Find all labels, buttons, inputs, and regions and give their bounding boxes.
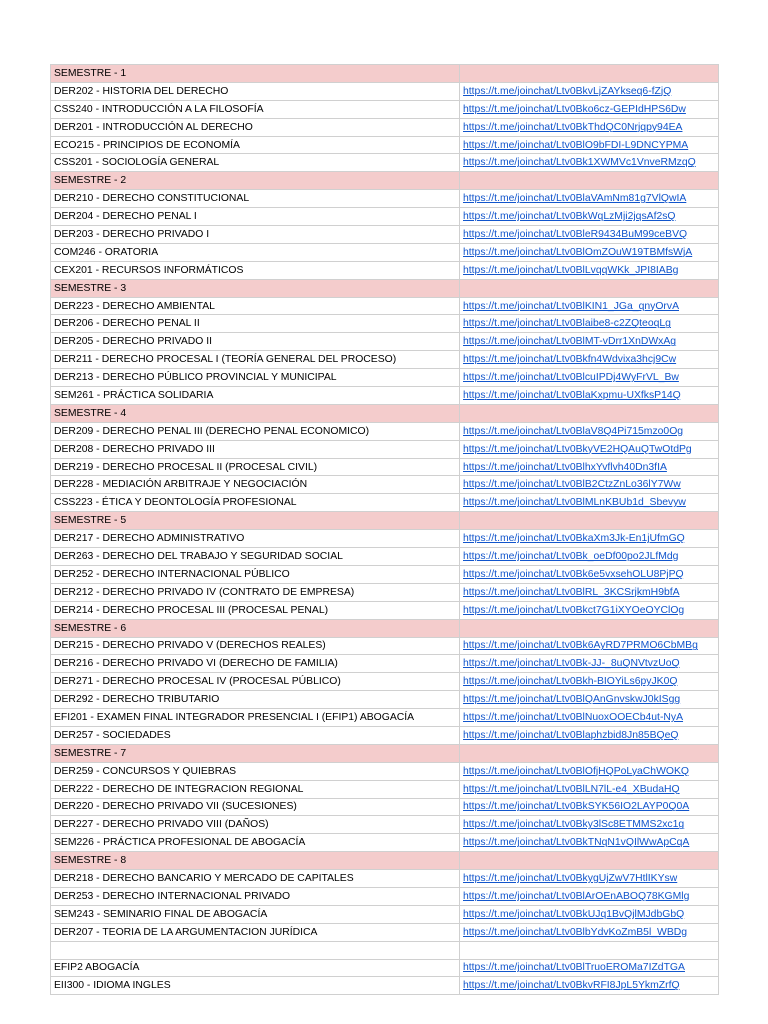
- semester-label: SEMESTRE - 5: [51, 512, 460, 530]
- telegram-group-link[interactable]: https://t.me/joinchat/Ltv0BlMLnKBUb1d_Sbevyw: [460, 494, 719, 512]
- telegram-group-link[interactable]: https://t.me/joinchat/Ltv0BlTruoEROMa7IZdTGA: [460, 959, 719, 977]
- telegram-group-link[interactable]: https://t.me/joinchat/Ltv0Bk_oeDf00po2JLfMdg: [460, 548, 719, 566]
- course-name: DER205 - DERECHO PRIVADO II: [51, 333, 460, 351]
- course-name: DER228 - MEDIACIÓN ARBITRAJE Y NEGOCIACIÓN: [51, 476, 460, 494]
- telegram-group-link[interactable]: https://t.me/joinchat/Ltv0Blaphzbid8Jn85BQeQ: [460, 726, 719, 744]
- course-name: DER208 - DERECHO PRIVADO III: [51, 440, 460, 458]
- telegram-group-link[interactable]: https://t.me/joinchat/Ltv0BlQAnGnvskwJ0kISgg: [460, 691, 719, 709]
- course-row: [51, 297, 719, 315]
- semester-label: SEMESTRE - 7: [51, 744, 460, 762]
- course-row: [51, 637, 719, 655]
- course-row: [51, 243, 719, 261]
- course-row: [51, 673, 719, 691]
- telegram-group-link[interactable]: https://t.me/joinchat/Ltv0BkyVE2HQAuQTwOtdPg: [460, 440, 719, 458]
- semester-label: SEMESTRE - 8: [51, 852, 460, 870]
- course-row: [51, 548, 719, 566]
- telegram-group-link[interactable]: https://t.me/joinchat/Ltv0BlbYdvKoZmB5l_WBDg: [460, 923, 719, 941]
- course-row: [51, 816, 719, 834]
- telegram-group-link[interactable]: https://t.me/joinchat/Ltv0BlaV8Q4Pi715mzo0Og: [460, 422, 719, 440]
- course-name: DER206 - DERECHO PENAL II: [51, 315, 460, 333]
- course-name: EII300 - IDIOMA INGLES: [51, 977, 460, 995]
- telegram-group-link[interactable]: https://t.me/joinchat/Ltv0BlRL_3KCSrjkmH9bfA: [460, 583, 719, 601]
- empty-cell: [460, 404, 719, 422]
- telegram-group-link[interactable]: https://t.me/joinchat/Ltv0BleR9434BuM99ceBVQ: [460, 226, 719, 244]
- telegram-group-link[interactable]: https://t.me/joinchat/Ltv0Bkfn4Wdvixa3hcj9Cw: [460, 351, 719, 369]
- course-name: DER252 - DERECHO INTERNACIONAL PÚBLICO: [51, 565, 460, 583]
- semester-header-row: [51, 172, 719, 190]
- telegram-group-link[interactable]: https://t.me/joinchat/Ltv0BkvRFI8JpL5YkmZrfQ: [460, 977, 719, 995]
- semester-label: SEMESTRE - 2: [51, 172, 460, 190]
- course-row: [51, 870, 719, 888]
- course-table: [50, 64, 719, 995]
- course-name: CSS223 - ÉTICA Y DEONTOLOGÍA PROFESIONAL: [51, 494, 460, 512]
- course-row: [51, 601, 719, 619]
- course-row: [51, 565, 719, 583]
- course-name: DER213 - DERECHO PÚBLICO PROVINCIAL Y MUNICIPAL: [51, 369, 460, 387]
- course-name: DER214 - DERECHO PROCESAL III (PROCESAL PENAL): [51, 601, 460, 619]
- telegram-group-link[interactable]: https://t.me/joinchat/Ltv0BkUJq1BvQjlMJdbGbQ: [460, 905, 719, 923]
- course-name: [51, 941, 460, 959]
- course-row: [51, 709, 719, 727]
- semester-label: SEMESTRE - 3: [51, 279, 460, 297]
- telegram-group-link[interactable]: https://t.me/joinchat/Ltv0BlhxYvflvh40Dn3fIA: [460, 458, 719, 476]
- telegram-group-link[interactable]: https://t.me/joinchat/Ltv0Bk1XWMVc1VnveRMzqQ: [460, 154, 719, 172]
- empty-cell: [460, 619, 719, 637]
- course-row: [51, 494, 719, 512]
- semester-label: SEMESTRE - 4: [51, 404, 460, 422]
- semester-header-row: [51, 279, 719, 297]
- course-row: [51, 440, 719, 458]
- course-name: DER212 - DERECHO PRIVADO IV (CONTRATO DE EMPRESA): [51, 583, 460, 601]
- course-row: [51, 136, 719, 154]
- course-row: [51, 798, 719, 816]
- telegram-group-link[interactable]: https://t.me/joinchat/Ltv0BkaXm3Jk-En1jUfmGQ: [460, 530, 719, 548]
- empty-cell: [460, 65, 719, 83]
- telegram-group-link[interactable]: https://t.me/joinchat/Ltv0BlLN7lL-e4_XBudaHQ: [460, 780, 719, 798]
- course-name: DER204 - DERECHO PENAL I: [51, 208, 460, 226]
- course-name: DER253 - DERECHO INTERNACIONAL PRIVADO: [51, 887, 460, 905]
- course-row: [51, 387, 719, 405]
- course-name: DER210 - DERECHO CONSTITUCIONAL: [51, 190, 460, 208]
- course-name: DER216 - DERECHO PRIVADO VI (DERECHO DE FAMILIA): [51, 655, 460, 673]
- course-name: DER259 - CONCURSOS Y QUIEBRAS: [51, 762, 460, 780]
- course-name: DER263 - DERECHO DEL TRABAJO Y SEGURIDAD SOCIAL: [51, 548, 460, 566]
- telegram-group-link[interactable]: https://t.me/joinchat/Ltv0Bky3lSc8ETMMS2xc1g: [460, 816, 719, 834]
- course-name: DER223 - DERECHO AMBIENTAL: [51, 297, 460, 315]
- course-name: CSS201 - SOCIOLOGÍA GENERAL: [51, 154, 460, 172]
- course-row: [51, 530, 719, 548]
- course-row: [51, 190, 719, 208]
- telegram-group-link[interactable]: https://t.me/joinchat/Ltv0Bko6cz-GEPIdHPS6Dw: [460, 100, 719, 118]
- course-name: EFIP2 ABOGACÍA: [51, 959, 460, 977]
- semester-header-row: [51, 512, 719, 530]
- empty-cell: [460, 852, 719, 870]
- course-name: DER201 - INTRODUCCIÓN AL DERECHO: [51, 118, 460, 136]
- telegram-group-link[interactable]: https://t.me/joinchat/Ltv0Bk6AyRD7PRMO6CbMBg: [460, 637, 719, 655]
- course-row: [51, 261, 719, 279]
- course-name: DER220 - DERECHO PRIVADO VII (SUCESIONES): [51, 798, 460, 816]
- telegram-group-link[interactable]: https://t.me/joinchat/Ltv0BkSYK56IO2LAYP0Q0A: [460, 798, 719, 816]
- telegram-group-link[interactable]: https://t.me/joinchat/Ltv0BlaKxpmu-UXfksP14Q: [460, 387, 719, 405]
- empty-cell: [460, 279, 719, 297]
- semester-header-row: [51, 744, 719, 762]
- telegram-group-link[interactable]: https://t.me/joinchat/Ltv0BlB2CtzZnLo36lY7Ww: [460, 476, 719, 494]
- telegram-group-link[interactable]: https://t.me/joinchat/Ltv0BlMT-vDrr1XnDWxAg: [460, 333, 719, 351]
- course-name: DER207 - TEORIA DE LA ARGUMENTACION JURÍDICA: [51, 923, 460, 941]
- course-name: COM246 - ORATORIA: [51, 243, 460, 261]
- course-name: DER217 - DERECHO ADMINISTRATIVO: [51, 530, 460, 548]
- telegram-group-link[interactable]: https://t.me/joinchat/Ltv0BlaVAmNm81g7VlQwIA: [460, 190, 719, 208]
- course-name: DER227 - DERECHO PRIVADO VIII (DAÑOS): [51, 816, 460, 834]
- telegram-group-link[interactable]: https://t.me/joinchat/Ltv0BlO9bFDI-L9DNCYPMA: [460, 136, 719, 154]
- course-row: [51, 923, 719, 941]
- semester-label: SEMESTRE - 1: [51, 65, 460, 83]
- telegram-group-link[interactable]: https://t.me/joinchat/Ltv0BlKIN1_JGa_qnyOrvA: [460, 297, 719, 315]
- course-row: [51, 154, 719, 172]
- empty-cell: [460, 172, 719, 190]
- telegram-group-link[interactable]: https://t.me/joinchat/Ltv0BkygUjZwV7HtlIKYsw: [460, 870, 719, 888]
- course-name: DER202 - HISTORIA DEL DERECHO: [51, 82, 460, 100]
- course-name: DER292 - DERECHO TRIBUTARIO: [51, 691, 460, 709]
- telegram-group-link[interactable]: https://t.me/joinchat/Ltv0BlArOEnABOQ78KGMlg: [460, 887, 719, 905]
- telegram-group-link[interactable]: https://t.me/joinchat/Ltv0BkvLjZAYkseq6-fZjQ: [460, 82, 719, 100]
- course-row: [51, 583, 719, 601]
- telegram-group-link[interactable]: https://t.me/joinchat/Ltv0BlOfjHQPoLyaChWOKQ: [460, 762, 719, 780]
- course-row: [51, 959, 719, 977]
- course-table-body: [51, 65, 719, 995]
- course-row: [51, 100, 719, 118]
- telegram-group-link[interactable]: https://t.me/joinchat/Ltv0BkWqLzMji2jqsAf2sQ: [460, 208, 719, 226]
- course-name: SEM261 - PRÁCTICA SOLIDARIA: [51, 387, 460, 405]
- course-row: [51, 726, 719, 744]
- telegram-group-link[interactable]: https://t.me/joinchat/Ltv0BlOmZOuW19TBMfsWjA: [460, 243, 719, 261]
- course-name: DER218 - DERECHO BANCARIO Y MERCADO DE CAPITALES: [51, 870, 460, 888]
- telegram-group-link[interactable]: https://t.me/joinchat/Ltv0BkTNqN1vQIlWwApCqA: [460, 834, 719, 852]
- course-row: [51, 977, 719, 995]
- course-row: [51, 226, 719, 244]
- course-row: [51, 333, 719, 351]
- course-name: DER219 - DERECHO PROCESAL II (PROCESAL CIVIL): [51, 458, 460, 476]
- course-row: [51, 82, 719, 100]
- course-name: SEM226 - PRÁCTICA PROFESIONAL DE ABOGACÍA: [51, 834, 460, 852]
- course-row: [51, 762, 719, 780]
- course-row: [51, 351, 719, 369]
- course-row: [51, 691, 719, 709]
- telegram-group-link[interactable]: https://t.me/joinchat/Ltv0Bk-JJ-_8uQNVtvzUoQ: [460, 655, 719, 673]
- course-name: DER222 - DERECHO DE INTEGRACION REGIONAL: [51, 780, 460, 798]
- course-row: [51, 369, 719, 387]
- empty-cell: [460, 744, 719, 762]
- telegram-group-link[interactable]: https://t.me/joinchat/Ltv0Bk6e5vxsehOLU8PjPQ: [460, 565, 719, 583]
- semester-header-row: [51, 619, 719, 637]
- course-name: EFI201 - EXAMEN FINAL INTEGRADOR PRESENCIAL I (EFIP1) ABOGACÍA: [51, 709, 460, 727]
- course-row: [51, 780, 719, 798]
- course-name: CEX201 - RECURSOS INFORMÁTICOS: [51, 261, 460, 279]
- course-row: [51, 476, 719, 494]
- course-row: [51, 655, 719, 673]
- course-row: [51, 208, 719, 226]
- course-row: [51, 422, 719, 440]
- course-name: DER271 - DERECHO PROCESAL IV (PROCESAL PÚBLICO): [51, 673, 460, 691]
- telegram-group-link[interactable]: https://t.me/joinchat/Ltv0BlLvqqWKk_JPI8IABg: [460, 261, 719, 279]
- telegram-group-link[interactable]: https://t.me/joinchat/Ltv0Bkct7G1iXYOeOYClOg: [460, 601, 719, 619]
- course-name: ECO215 - PRINCIPIOS DE ECONOMÍA: [51, 136, 460, 154]
- telegram-group-link[interactable]: https://t.me/joinchat/Ltv0BlcuIPDj4WyFrVL_Bw: [460, 369, 719, 387]
- semester-header-row: [51, 65, 719, 83]
- blank-row: [51, 941, 719, 959]
- course-name: CSS240 - INTRODUCCIÓN A LA FILOSOFÍA: [51, 100, 460, 118]
- semester-header-row: [51, 852, 719, 870]
- course-name: DER211 - DERECHO PROCESAL I (TEORÍA GENERAL DEL PROCESO): [51, 351, 460, 369]
- course-name: DER257 - SOCIEDADES: [51, 726, 460, 744]
- course-name: SEM243 - SEMINARIO FINAL DE ABOGACÍA: [51, 905, 460, 923]
- empty-cell: [460, 941, 719, 959]
- course-row: [51, 315, 719, 333]
- course-row: [51, 905, 719, 923]
- telegram-group-link[interactable]: https://t.me/joinchat/Ltv0BlNuoxOOECb4ut-NyA: [460, 709, 719, 727]
- course-name: DER203 - DERECHO PRIVADO I: [51, 226, 460, 244]
- course-row: [51, 458, 719, 476]
- course-name: DER209 - DERECHO PENAL III (DERECHO PENAL ECONOMICO): [51, 422, 460, 440]
- course-row: [51, 834, 719, 852]
- empty-cell: [460, 512, 719, 530]
- semester-header-row: [51, 404, 719, 422]
- telegram-group-link[interactable]: https://t.me/joinchat/Ltv0Blaibe8-c2ZQteoqLg: [460, 315, 719, 333]
- course-row: [51, 118, 719, 136]
- telegram-group-link[interactable]: https://t.me/joinchat/Ltv0Bkh-BIOYiLs6pyJK0Q: [460, 673, 719, 691]
- telegram-group-link[interactable]: https://t.me/joinchat/Ltv0BkThdQC0Nrjqpy94EA: [460, 118, 719, 136]
- course-row: [51, 887, 719, 905]
- course-name: DER215 - DERECHO PRIVADO V (DERECHOS REALES): [51, 637, 460, 655]
- semester-label: SEMESTRE - 6: [51, 619, 460, 637]
